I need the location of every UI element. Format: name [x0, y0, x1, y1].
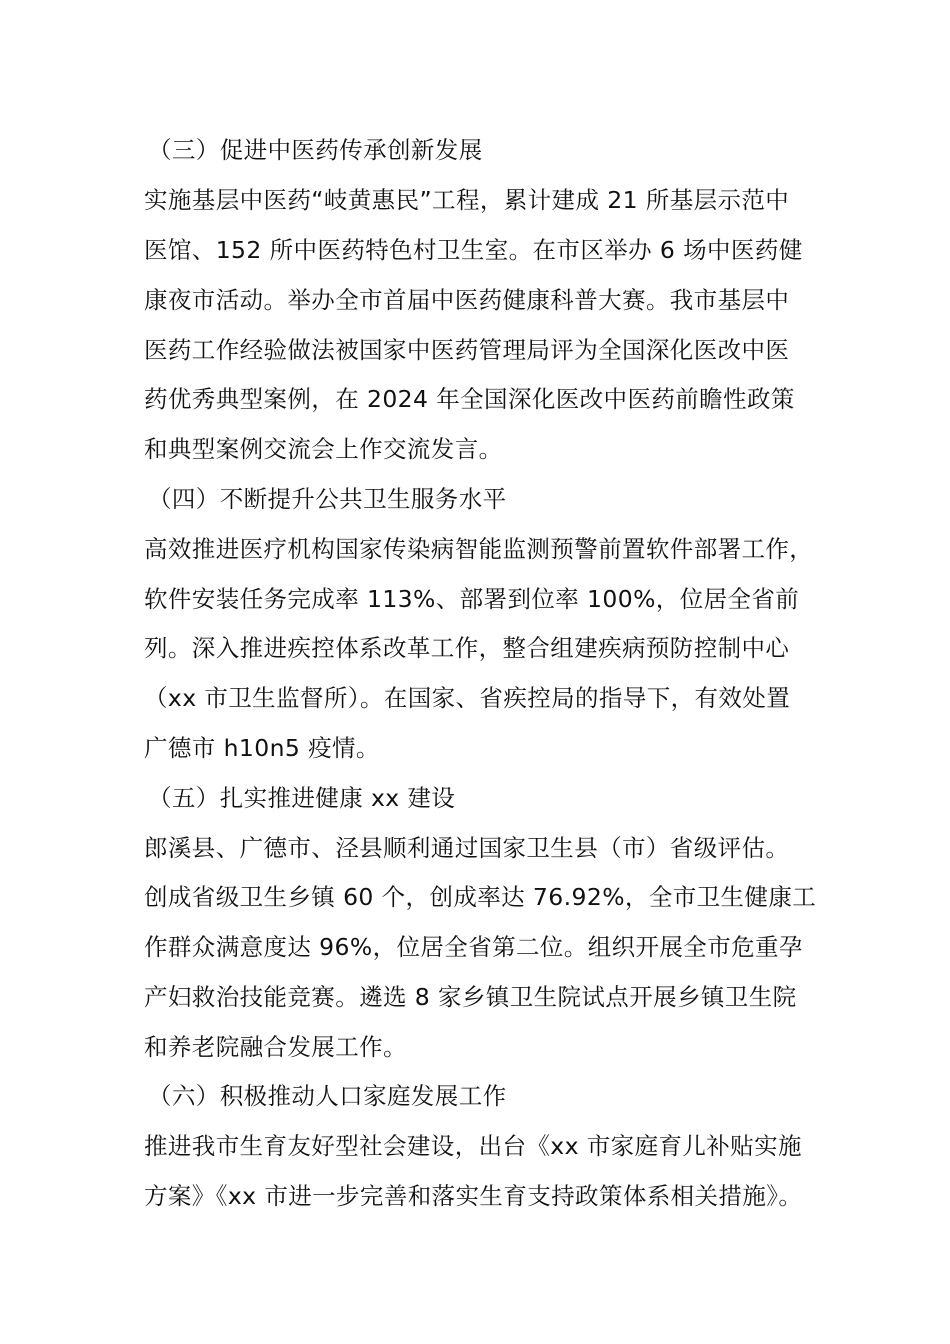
paragraph-line: 方案》《xx 市进一步完善和落实生育支持政策体系相关措施》。: [144, 1182, 803, 1210]
paragraph-line: 医馆、152 所中医药特色村卫生室。在市区举办 6 场中医药健: [144, 236, 803, 264]
paragraph-line: 推进我市生育友好型社会建设，出台《xx 市家庭育儿补贴实施: [144, 1132, 802, 1160]
section-heading-6: （六）积极推动人口家庭发展工作: [148, 1082, 507, 1110]
paragraph-line: 广德市 h10n5 疫情。: [144, 734, 380, 762]
paragraph-line: 医药工作经验做法被国家中医药管理局评为全国深化医改中医: [144, 336, 790, 364]
section-heading-5: （五）扎实推进健康 xx 建设: [148, 784, 456, 812]
paragraph-line: 产妇救治技能竞赛。遴选 8 家乡镇卫生院试点开展乡镇卫生院: [144, 983, 797, 1011]
paragraph-line: （xx 市卫生监督所）。在国家、省疾控局的指导下，有效处置: [144, 684, 791, 712]
paragraph-line: 实施基层中医药“岐黄惠民”工程，累计建成 21 所基层示范中: [144, 186, 790, 214]
paragraph-line: 郎溪县、广德市、泾县顺利通过国家卫生县（市）省级评估。: [144, 834, 790, 862]
paragraph-line: 康夜市活动。举办全市首届中医药健康科普大赛。我市基层中: [144, 286, 790, 314]
paragraph-line: 和典型案例交流会上作交流发言。: [144, 435, 503, 463]
section-heading-4: （四）不断提升公共卫生服务水平: [148, 485, 507, 513]
paragraph-line: 药优秀典型案例，在 2024 年全国深化医改中医药前瞻性政策: [144, 385, 795, 413]
paragraph-line: 和养老院融合发展工作。: [144, 1033, 407, 1061]
paragraph-line: 高效推进医疗机构国家传染病智能监测预警前置软件部署工作，: [144, 535, 814, 563]
paragraph-line: 作群众满意度达 96%，位居全省第二位。组织开展全市危重孕: [144, 933, 803, 961]
paragraph-line: 创成省级卫生乡镇 60 个，创成率达 76.92%，全市卫生健康工: [144, 883, 817, 911]
section-heading-3: （三）促进中医药传承创新发展: [148, 136, 483, 164]
paragraph-line: 软件安装任务完成率 113%、部署到位率 100%，位居全省前: [144, 585, 800, 613]
paragraph-line: 列。深入推进疾控体系改革工作，整合组建疾病预防控制中心: [144, 634, 790, 662]
